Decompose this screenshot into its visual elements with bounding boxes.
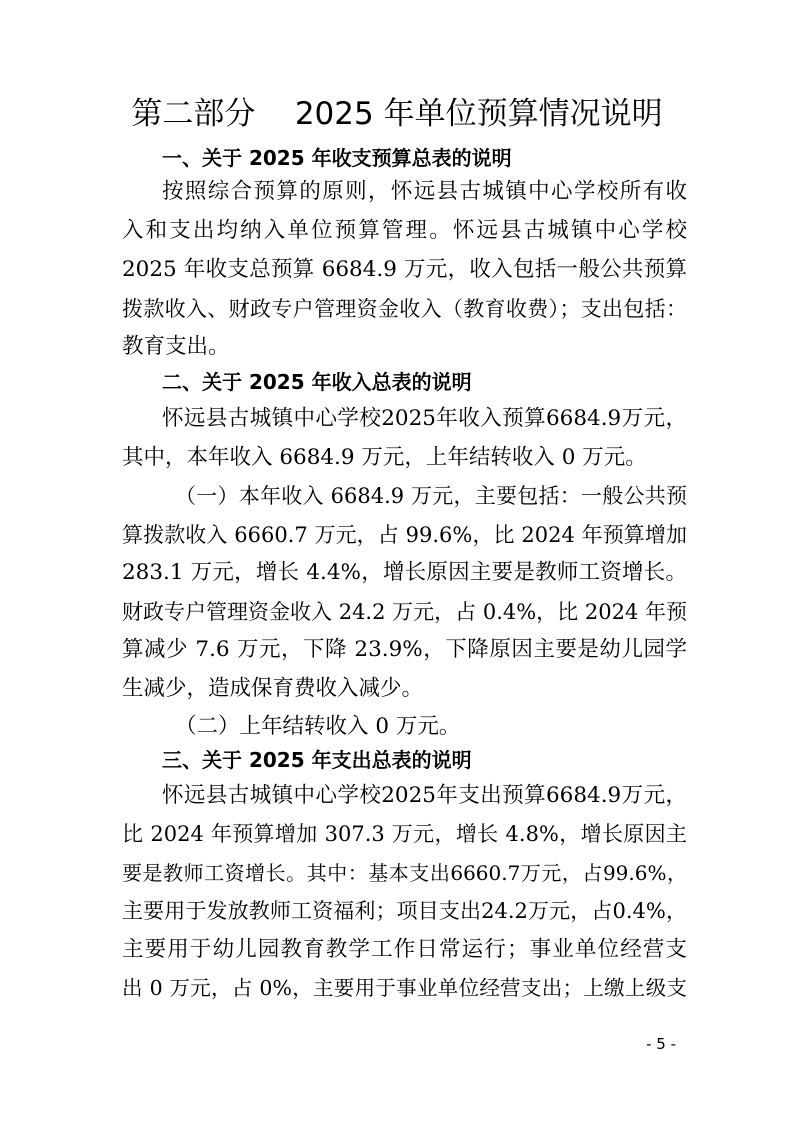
paragraph-line: 算拨款收入 6660.7 万元，占 99.6%，比 2024 年预算增加 xyxy=(122,523,687,547)
page-number: - 5 - xyxy=(646,1035,676,1053)
paragraph-line: 出 0 万元，占 0%，主要用于事业单位经营支出；上缴上级支 xyxy=(122,976,687,1000)
paragraph-line: 财政专户管理资金收入 24.2 万元，占 0.4%，比 2024 年预 xyxy=(122,600,687,624)
paragraph-line: （一）本年收入 6684.9 万元，主要包括：一般公共预 xyxy=(175,484,687,508)
paragraph-line: 主要用于幼儿园教育教学工作日常运行；事业单位经营支 xyxy=(122,937,687,962)
paragraph-line: 要是教师工资增长。其中：基本支出6660.7万元，占99.6%， xyxy=(122,861,687,885)
paragraph-line: 怀远县古城镇中心学校2025年收入预算6684.9万元， xyxy=(162,406,687,431)
paragraph-line: 比 2024 年预算增加 307.3 万元，增长 4.8%，增长原因主 xyxy=(122,822,687,846)
paragraph-line: 教育支出。 xyxy=(122,334,230,359)
paragraph-line: 算减少 7.6 万元，下降 23.9%，下降原因主要是幼儿园学 xyxy=(122,637,687,662)
page-title: 第二部分 2025 年单位预算情况说明 xyxy=(131,96,663,132)
paragraph-line: 生减少，造成保育费收入减少。 xyxy=(122,676,424,701)
paragraph-line: 入和支出均纳入单位预算管理。怀远县古城镇中心学校 xyxy=(122,218,687,243)
section-heading-1: 一、关于 2025 年收支预算总表的说明 xyxy=(162,146,512,170)
paragraph-line: 283.1 万元，增长 4.4%，增长原因主要是教师工资增长。 xyxy=(122,560,687,585)
paragraph-line: （二）上年结转收入 0 万元。 xyxy=(175,714,461,739)
paragraph-line: 2025 年收支总预算 6684.9 万元，收入包括一般公共预算 xyxy=(122,257,687,282)
section-heading-2: 二、关于 2025 年收入总表的说明 xyxy=(162,370,472,394)
section-heading-3: 三、关于 2025 年支出总表的说明 xyxy=(162,748,472,772)
paragraph-line: 其中，本年收入 6684.9 万元，上年结转收入 0 万元。 xyxy=(122,445,647,470)
paragraph-line: 怀远县古城镇中心学校2025年支出预算6684.9万元， xyxy=(162,783,687,808)
paragraph-line: 主要用于发放教师工资福利；项目支出24.2万元，占0.4%， xyxy=(122,899,687,923)
paragraph-line: 拨款收入、财政专户管理资金收入（教育收费）；支出包括： xyxy=(122,297,687,321)
paragraph-line: 按照综合预算的原则，怀远县古城镇中心学校所有收 xyxy=(162,179,687,204)
